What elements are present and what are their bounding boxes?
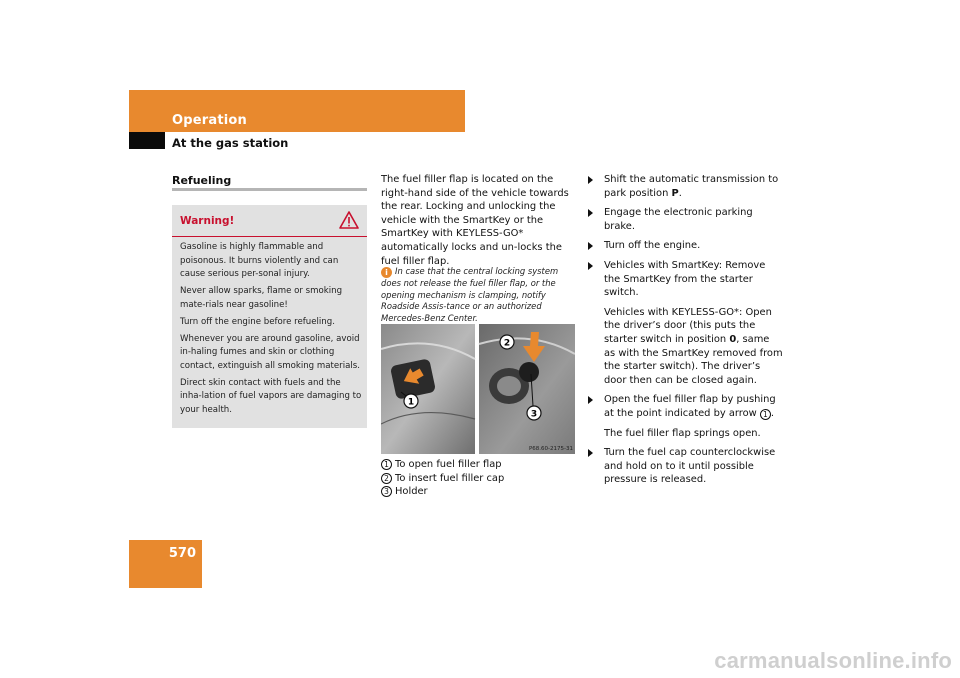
section-title: Refueling xyxy=(172,174,232,187)
page-number-box xyxy=(129,540,202,588)
watermark: carmanualsonline.info xyxy=(714,648,952,673)
steps-column xyxy=(588,173,783,493)
legend-item xyxy=(381,458,576,472)
warning-paragraph: Turn off the engine before refueling. xyxy=(180,316,335,327)
legend-text: Holder xyxy=(395,486,428,498)
intro-text: The fuel filler flap is located on the right-hand side of the vehicle towards the rear. Locking and unlocking the vehicle with the SmartKey or the SmartKey with KEYLESS-GO* automatically locks and un-locks the fuel filler flap. xyxy=(381,174,569,267)
info-note xyxy=(381,266,576,324)
step-subtext: The fuel filler flap springs open. xyxy=(604,427,761,439)
warning-triangle-icon xyxy=(339,211,359,229)
legend-text: To open fuel filler flap xyxy=(395,459,502,470)
fuel-filler-figure xyxy=(381,324,575,454)
page-number: 570 xyxy=(168,546,196,561)
bullet-arrow-icon xyxy=(588,209,593,217)
legend-text: To insert fuel filler cap xyxy=(395,472,505,484)
step-item xyxy=(588,239,783,253)
step-text: , same as with the SmartKey removed from the starter switch). The driver’s door then can be closed again. xyxy=(604,333,783,386)
bullet-arrow-icon xyxy=(588,449,593,457)
warning-box xyxy=(172,205,367,428)
step-text: Shift the automatic transmission to park position xyxy=(604,174,779,199)
step-text: . xyxy=(770,407,775,419)
legend-item xyxy=(381,472,576,486)
bullet-arrow-icon xyxy=(588,262,593,270)
warning-body xyxy=(180,241,363,421)
step-item xyxy=(588,173,783,200)
step-text: Turn the fuel cap counterclockwise and hold on to it until possible pressure is released. xyxy=(604,447,776,486)
warning-divider xyxy=(172,236,367,237)
step-text: Engage the electronic parking brake. xyxy=(604,207,753,232)
legend-number: 2 xyxy=(381,473,392,484)
figure-legend xyxy=(381,458,576,499)
step-emphasis: 0 xyxy=(729,333,737,345)
step-text: Vehicles with KEYLESS-GO*: Open the driver’s door (this puts the starter switch in position xyxy=(604,306,772,345)
bullet-arrow-icon xyxy=(588,242,593,250)
step-item xyxy=(588,206,783,233)
section-rule xyxy=(172,188,367,191)
step-item xyxy=(588,259,783,300)
warning-paragraph: Direct skin contact with fuels and the inha-lation of fuel vapors are damaging to your health. xyxy=(180,377,362,415)
step-text: . xyxy=(678,187,682,199)
warning-paragraph: Never allow sparks, flame or smoking mate-rials near gasoline! xyxy=(180,286,343,310)
header-marker xyxy=(129,132,165,149)
info-icon: i xyxy=(381,267,392,278)
warning-paragraph: Whenever you are around gasoline, avoid in-haling fumes and skin or clothing contact, extinguish all smoking materials. xyxy=(180,333,360,371)
step-subtext xyxy=(588,306,783,388)
step-text: Turn off the engine. xyxy=(604,240,701,252)
figure-callout-2: 2 xyxy=(503,338,511,349)
warning-paragraph: Gasoline is highly flammable and poisonous. It burns violently and can cause serious per-sonal injury. xyxy=(180,242,339,279)
legend-number: 3 xyxy=(381,486,392,497)
page-subtitle: At the gas station xyxy=(172,136,289,150)
step-emphasis: P xyxy=(671,187,679,199)
legend-number: 1 xyxy=(381,459,392,470)
step-item xyxy=(588,393,783,420)
step-text: Open the fuel filler flap by pushing at the point indicated by arrow xyxy=(604,394,776,419)
figure-code: P68.60-2175-31 xyxy=(528,446,573,452)
bullet-arrow-icon xyxy=(588,396,593,404)
step-text: Vehicles with SmartKey: Remove the SmartKey from the starter switch. xyxy=(604,259,766,299)
page-title: Operation xyxy=(172,113,248,128)
bullet-arrow-icon xyxy=(588,176,593,184)
step-item xyxy=(588,446,783,487)
figure-callout-3: 3 xyxy=(530,409,538,420)
inline-callout-number: 1 xyxy=(760,409,771,420)
warning-heading: Warning! xyxy=(180,215,235,227)
info-note-text: In case that the central locking system does not release the fuel filler flap, or the opening mechanism is clamping, notify Roadside Assis-tance or an authorized Mercedes-Benz Center. xyxy=(381,266,559,323)
legend-item xyxy=(381,485,576,499)
figure-callout-1: 1 xyxy=(407,397,415,408)
